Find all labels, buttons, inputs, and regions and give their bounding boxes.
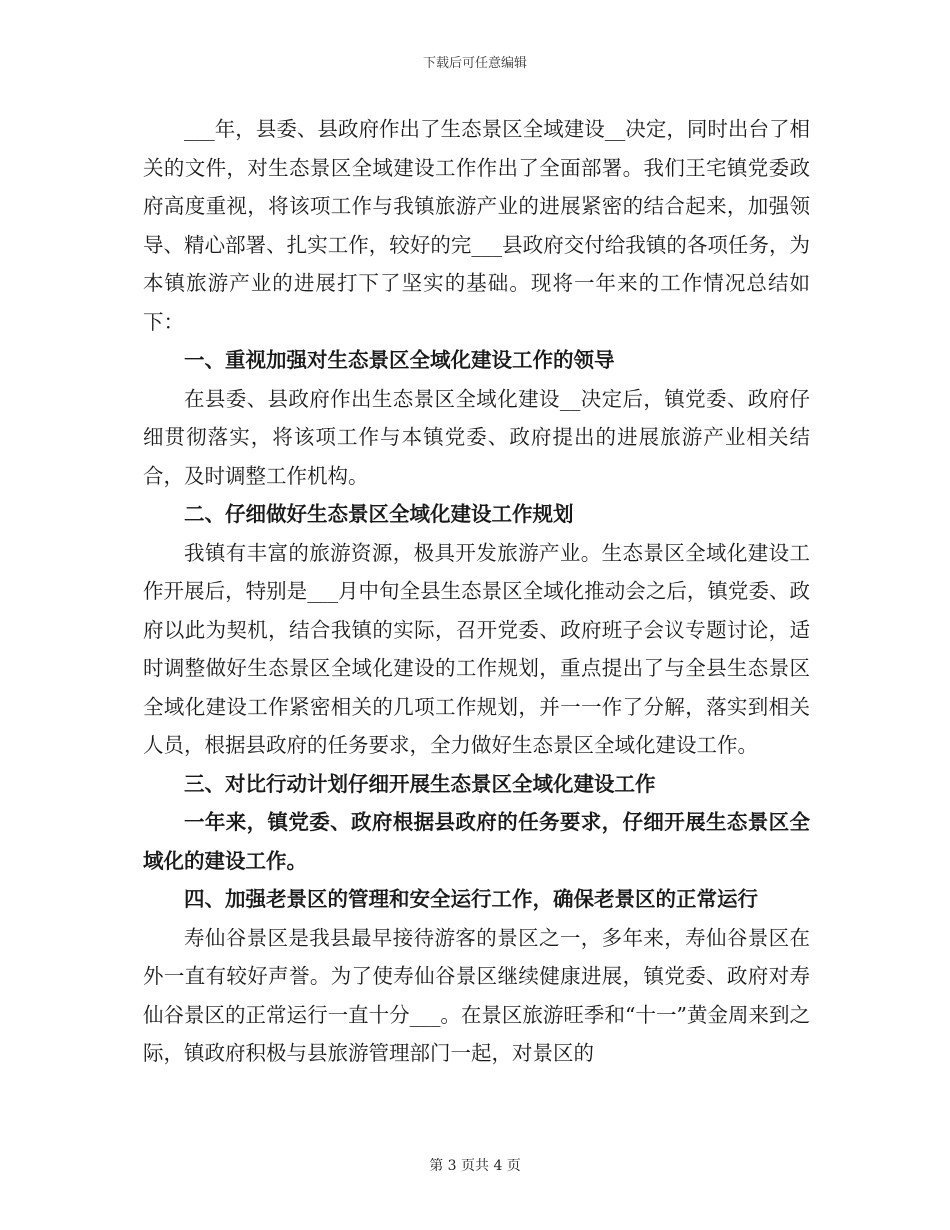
section-heading-4: 四、加强老景区的管理和安全运行工作，确保老景区的正常运行: [184, 887, 758, 911]
section-heading-3: 三、对比行动计划仔细开展生态景区全域化建设工作: [184, 771, 656, 796]
section-paragraph-3: 一年来，镇党委、政府根据县政府的任务要求，仔细开展生态景区全域化的建设工作。: [143, 810, 810, 873]
section-heading-1: 一、重视加强对生态景区全域化建设工作的领导: [184, 348, 615, 372]
page-number: 第 3 页共 4 页: [429, 1158, 521, 1174]
section-paragraph-2: 我镇有丰富的旅游资源，极具开发旅游产业。生态景区全域化建设工作开展后，特别是___月中旬全县生态景区全域化推动会之后，镇党委、政府以此为契机，结合我镇的实际，召开党委、政府班子会议专题讨论，适时调整做好生态景区全域化建设的工作规划，重点提出了与全县生态景区全域化建设工作紧密相关的几项工作规划，并一一作了分解，落实到相关人员，根据县政府的任务要求，全力做好生态景区全域化建设工作。: [143, 540, 810, 757]
document-body: [143, 110, 810, 1073]
page-header: 下载后可任意编辑: [422, 56, 527, 71]
intro-paragraph: ___年，县委、县政府作出了生态景区全域建设__决定，同时出台了相关的文件，对生态景区全域建设工作作出了全面部署。我们王宅镇党委政府高度重视，将该项工作与我镇旅游产业的进展紧密的结合起来，加强领导、精心部署、扎实工作，较好的完___县政府交付给我镇的各项任务，为本镇旅游产业的进展打下了坚实的基础。现将一年来的工作情况总结如下：: [143, 117, 810, 334]
section-heading-2: 二、仔细做好生态景区全域化建设工作规划: [184, 502, 574, 526]
section-paragraph-4: 寿仙谷景区是我县最早接待游客的景区之一，多年来，寿仙谷景区在外一直有较好声誉。为了使寿仙谷景区继续健康进展，镇党委、政府对寿仙谷景区的正常运行一直十分___。在景区旅游旺季和“十一”黄金周来到之际，镇政府积极与县旅游管理部门一起，对景区的: [143, 925, 810, 1065]
section-paragraph-1: 在县委、县政府作出生态景区全域化建设__决定后，镇党委、政府仔细贯彻落实，将该项工作与本镇党委、政府提出的进展旅游产业相关结合，及时调整工作机构。: [143, 386, 810, 488]
